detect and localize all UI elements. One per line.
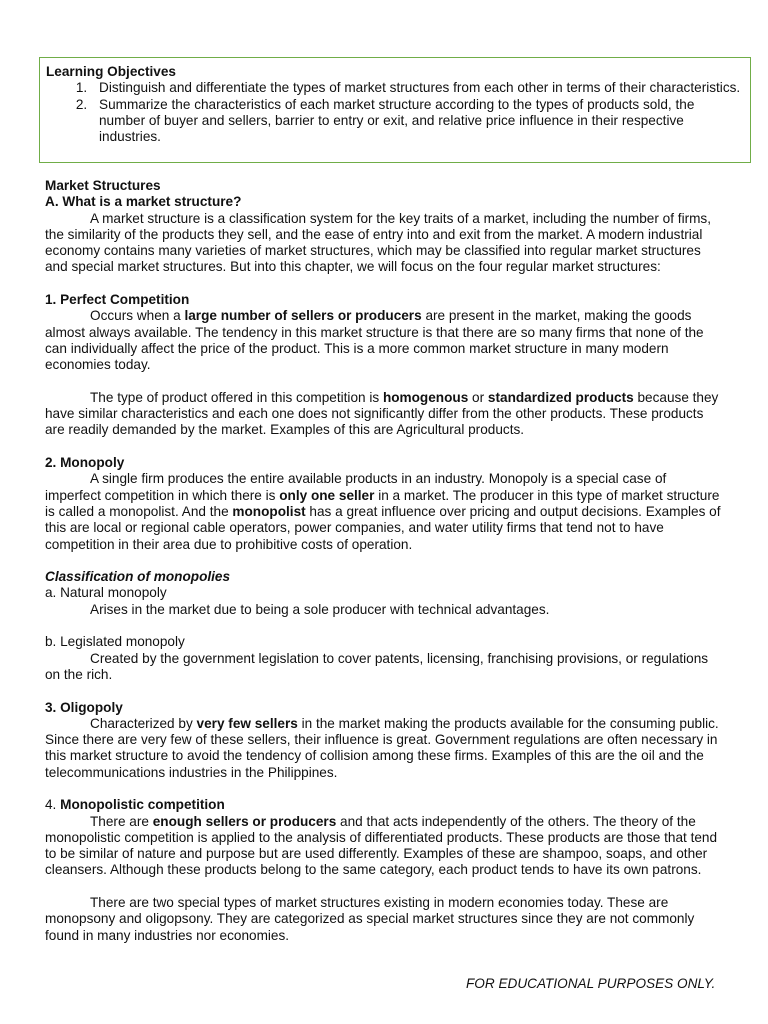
objective-item: 2. Summarize the characteristics of each market structure according to the types of products sold, the number of buyer and sellers, barrier to entry or exit, and relative price influence in their respective industries. — [91, 97, 742, 146]
monopoly-heading: 2. Monopoly — [45, 455, 125, 471]
objective-item: 1. Distinguish and differentiate the types of market structures from each other in terms of their characteristics. — [91, 80, 742, 96]
section-subheading: A. What is a market structure? — [45, 194, 242, 210]
learning-objectives-box — [39, 57, 751, 163]
main-content — [45, 178, 725, 944]
special-structures-paragraph: There are two special types of market structures existing in modern economies today. These are monopsony and oligopsony. They are categorized as special market structures since they are not commonly found in many industries nor economies. — [45, 895, 695, 943]
footer-note: FOR EDUCATIONAL PURPOSES ONLY. — [466, 976, 716, 991]
oligopoly-heading: 3. Oligopoly — [45, 699, 123, 715]
natural-monopoly-text: Arises in the market due to being a sole producer with technical advantages. — [90, 601, 550, 617]
monopolistic-heading: 4. Monopolistic competition — [45, 797, 225, 813]
natural-monopoly-label: a. Natural monopoly — [45, 585, 167, 601]
monopolistic-paragraph: There are enough sellers or producers and that acts independently of the others. The theory of the monopolistic competition is applied to the analysis of differentiated products. These products are those that tend to be similar of nature and purpose but are used differently. Examples of these are shampoo, soaps, and other cleansers. Although these products belong to the same category, each product tends to have its own patrons. — [45, 813, 718, 878]
perfect-competition-paragraph-2: The type of product offered in this competition is homogenous or standardized products because they have similar characteristics and each one does not significantly differ from the other products. These products are readily demanded by the market. Examples of this are Agricultural products. — [45, 389, 719, 438]
monopoly-paragraph: A single firm produces the entire available products in an industry. Monopoly is a special case of imperfect competition in which there is only one seller in a market. The producer in this type of market structure is called a monopolist. And the monopolist has a great influence over pricing and output decisions. Examples of this are local or regional cable operators, power companies, and water utility firms that tend not to have competition in their area due to prohibitive costs of operation. — [45, 471, 721, 552]
section-heading: Market Structures — [45, 178, 161, 193]
intro-paragraph: A market structure is a classification system for the key traits of a market, including the number of firms, the similarity of the products they sell, and the ease of entry into and exit from the market. A modern industrial economy contains many varieties of market structures, which may be classified into regular market structures and special market structures. But into this chapter, we will focus on the four regular market structures: — [45, 210, 712, 275]
perfect-competition-paragraph: Occurs when a large number of sellers or producers are present in the market, making the goods almost always available. The tendency in this market structure is that there are so many firms that none of the can individually affect the price of the product. This is a more common market structure in many modern economies today. — [45, 308, 704, 373]
objectives-title: Learning Objectives — [46, 64, 176, 79]
legislated-monopoly-text: Created by the government legislation to cover patents, licensing, franchising provisions, or regulations on the rich. — [45, 650, 709, 682]
objectives-list — [46, 80, 742, 145]
legislated-monopoly-label: b. Legislated monopoly — [45, 634, 185, 650]
oligopoly-paragraph: Characterized by very few sellers in the market making the products available for the consuming public. Since there are very few of these sellers, their influence is great. Government regulations are often necessary in this market structure to avoid the tendency of collision among these firms. Examples of this are the oil and the telecommunications industries in the Philippines. — [45, 715, 719, 780]
classification-heading: Classification of monopolies — [45, 569, 231, 585]
perfect-competition-heading: 1. Perfect Competition — [45, 292, 190, 308]
